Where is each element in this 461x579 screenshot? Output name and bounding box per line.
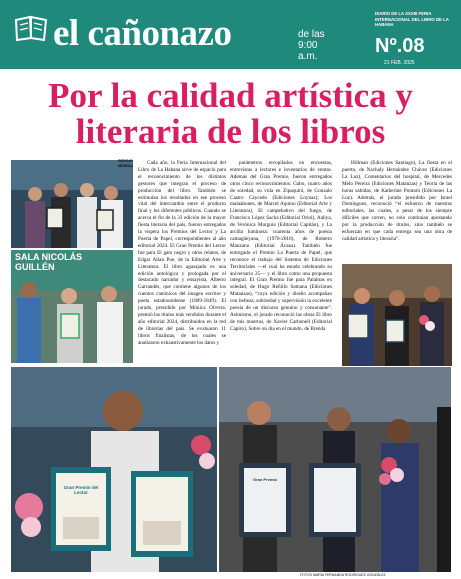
certificate-title: Gran Premio del Lector [63,485,99,495]
masthead-title: el cañonazo [53,13,232,54]
masthead-tagline: de las 9:00 a.m. [298,29,325,62]
photo-award-ceremony [219,367,451,572]
article-column-1 [138,160,226,366]
article-column-2 [230,160,332,366]
edition-info: DIARIO DE LA XXXIII FERIA INTERNACIONAL DEL LIBRO DE LA HABANA [375,11,449,28]
article-column-3 [342,160,452,262]
photo-award-trio [342,264,452,366]
article-headline: Por la calidad artística y literaria de los libros [48,76,413,151]
column-2-text: parámetros recopilados en encuestas, entrevistas a lectores e inventarios de ventas. Además del Gran Premio, fueron entregados otros cinco reconocimientos: Gabo, cuatro años de soledad, su vida en Zipaquirá, de Gonzalo Castro Caycedo (Ediciones Loynaz); Los malaabones, de Marcel Aquino (Editorial Arte y Literatura), El campebativo del fuego, de Francisco López Sacha (Editorial Oriol), Aaliya, de Verónica Murguía (Editorial Capitán), y La arcilla luminosa: cuarenta años de poesía camagüeyana, (1970-2010), de Roberto Manzano (Editorial Ácana). También fue entregado el Premio La Puerta de Papel, que reconoce el trabajo del Sistema de Ediciones Territoriales —el cual ha estado celebrando su aniversario 25— y el libro como una propuesta integral. El Gran Premio fue para Palabras en soledad, de Hugo Reñillo Samana (Ediciones Matanzas), “cuya edición y diseño acompañan con belleza, sobriedad y supervisión la excelente poesía de un discurso genuino y consonante”. Asimismo, el jurado reconoció las obras El libro de mis muertos, de Xavier Carbonell (Editorial Capiro), Sobre un día en el mundo, de Brenda [230,160,332,332]
photo-credit: FOTOS MARÍA FERNANDA RODRÍGUEZ GONZÁLEZ [300,573,386,577]
issue-number: Nº.08 [375,35,425,57]
photo-winner-certificates [11,367,217,572]
photo-award-group [11,160,133,248]
column-3-text: Hillman (Ediciones Santiago), La fiesta en el puerto, de Nachaly Hernández Chávez (Ediciones La Luz), Comentarios del hospital, de Mercedes Melo Pereira (Ediciones Matanzas) y Teoría de las horas sabidas, de Katherine Pontarú (Ediciones La Luz). Además, el jurado presidido por Israel Domínguez, reconoció “el esfuerzo de nuestras editoriales, las cuales, a pesar de los siempre difíciles que corren, no solo continúan apostando por la producción de títulos, sino también se esfuerzan en que cada entrega sea una obra de calidad artística y literaria”. [342,160,452,242]
book-icon [14,14,48,42]
article-byline: SERGIO MERIDA [118,159,133,168]
ceremony-certificate-title: Gran Premio [252,477,277,482]
column-1-text: Cada año, la Feria Internacional del Libro de La Habana sirve de espacio para el reconocimiento de los distintos gestores que integran el proceso de producción del libro. También se estimulan los resultados en ese proceso vital del intercambio entre el producto final y los diferentes públicos. Cuando se acerca el fin de la 33 edición de la mayor fiesta literaria del país, fueron entregados la víspera los Premios del Lector y La Puerta de Papel, correspondientes al año editorial 2024. El Gran Premio del Lector fue para El gato negro y otros relatos, de Edgar Allan Poe, de la Editorial Arte y Literatura. El libro agasajado es una edición antológica y prologada por el destacado narrador y ensayista, Alberto Garrandés, que contiene algunos de los cuentos canónicos del imagen escritor y poeta estadounidense (1809-1849). El jurado, presidido por Mónica Olivera, premió los títulos más vendidos durante el año editorial 2024, distribuidos en la red de librerías del país. Se evaluaron 11 libros finalistas, de los cuales se analizaron exhaustivamente los datos y [138,160,226,346]
issue-date: 21 FEB. 2025 [384,60,415,66]
masthead-bar [0,0,461,69]
sala-sign: SALA NICOLÁS GUILLÉN [15,252,83,272]
photo-sala-nicolas-guillen [11,250,133,363]
